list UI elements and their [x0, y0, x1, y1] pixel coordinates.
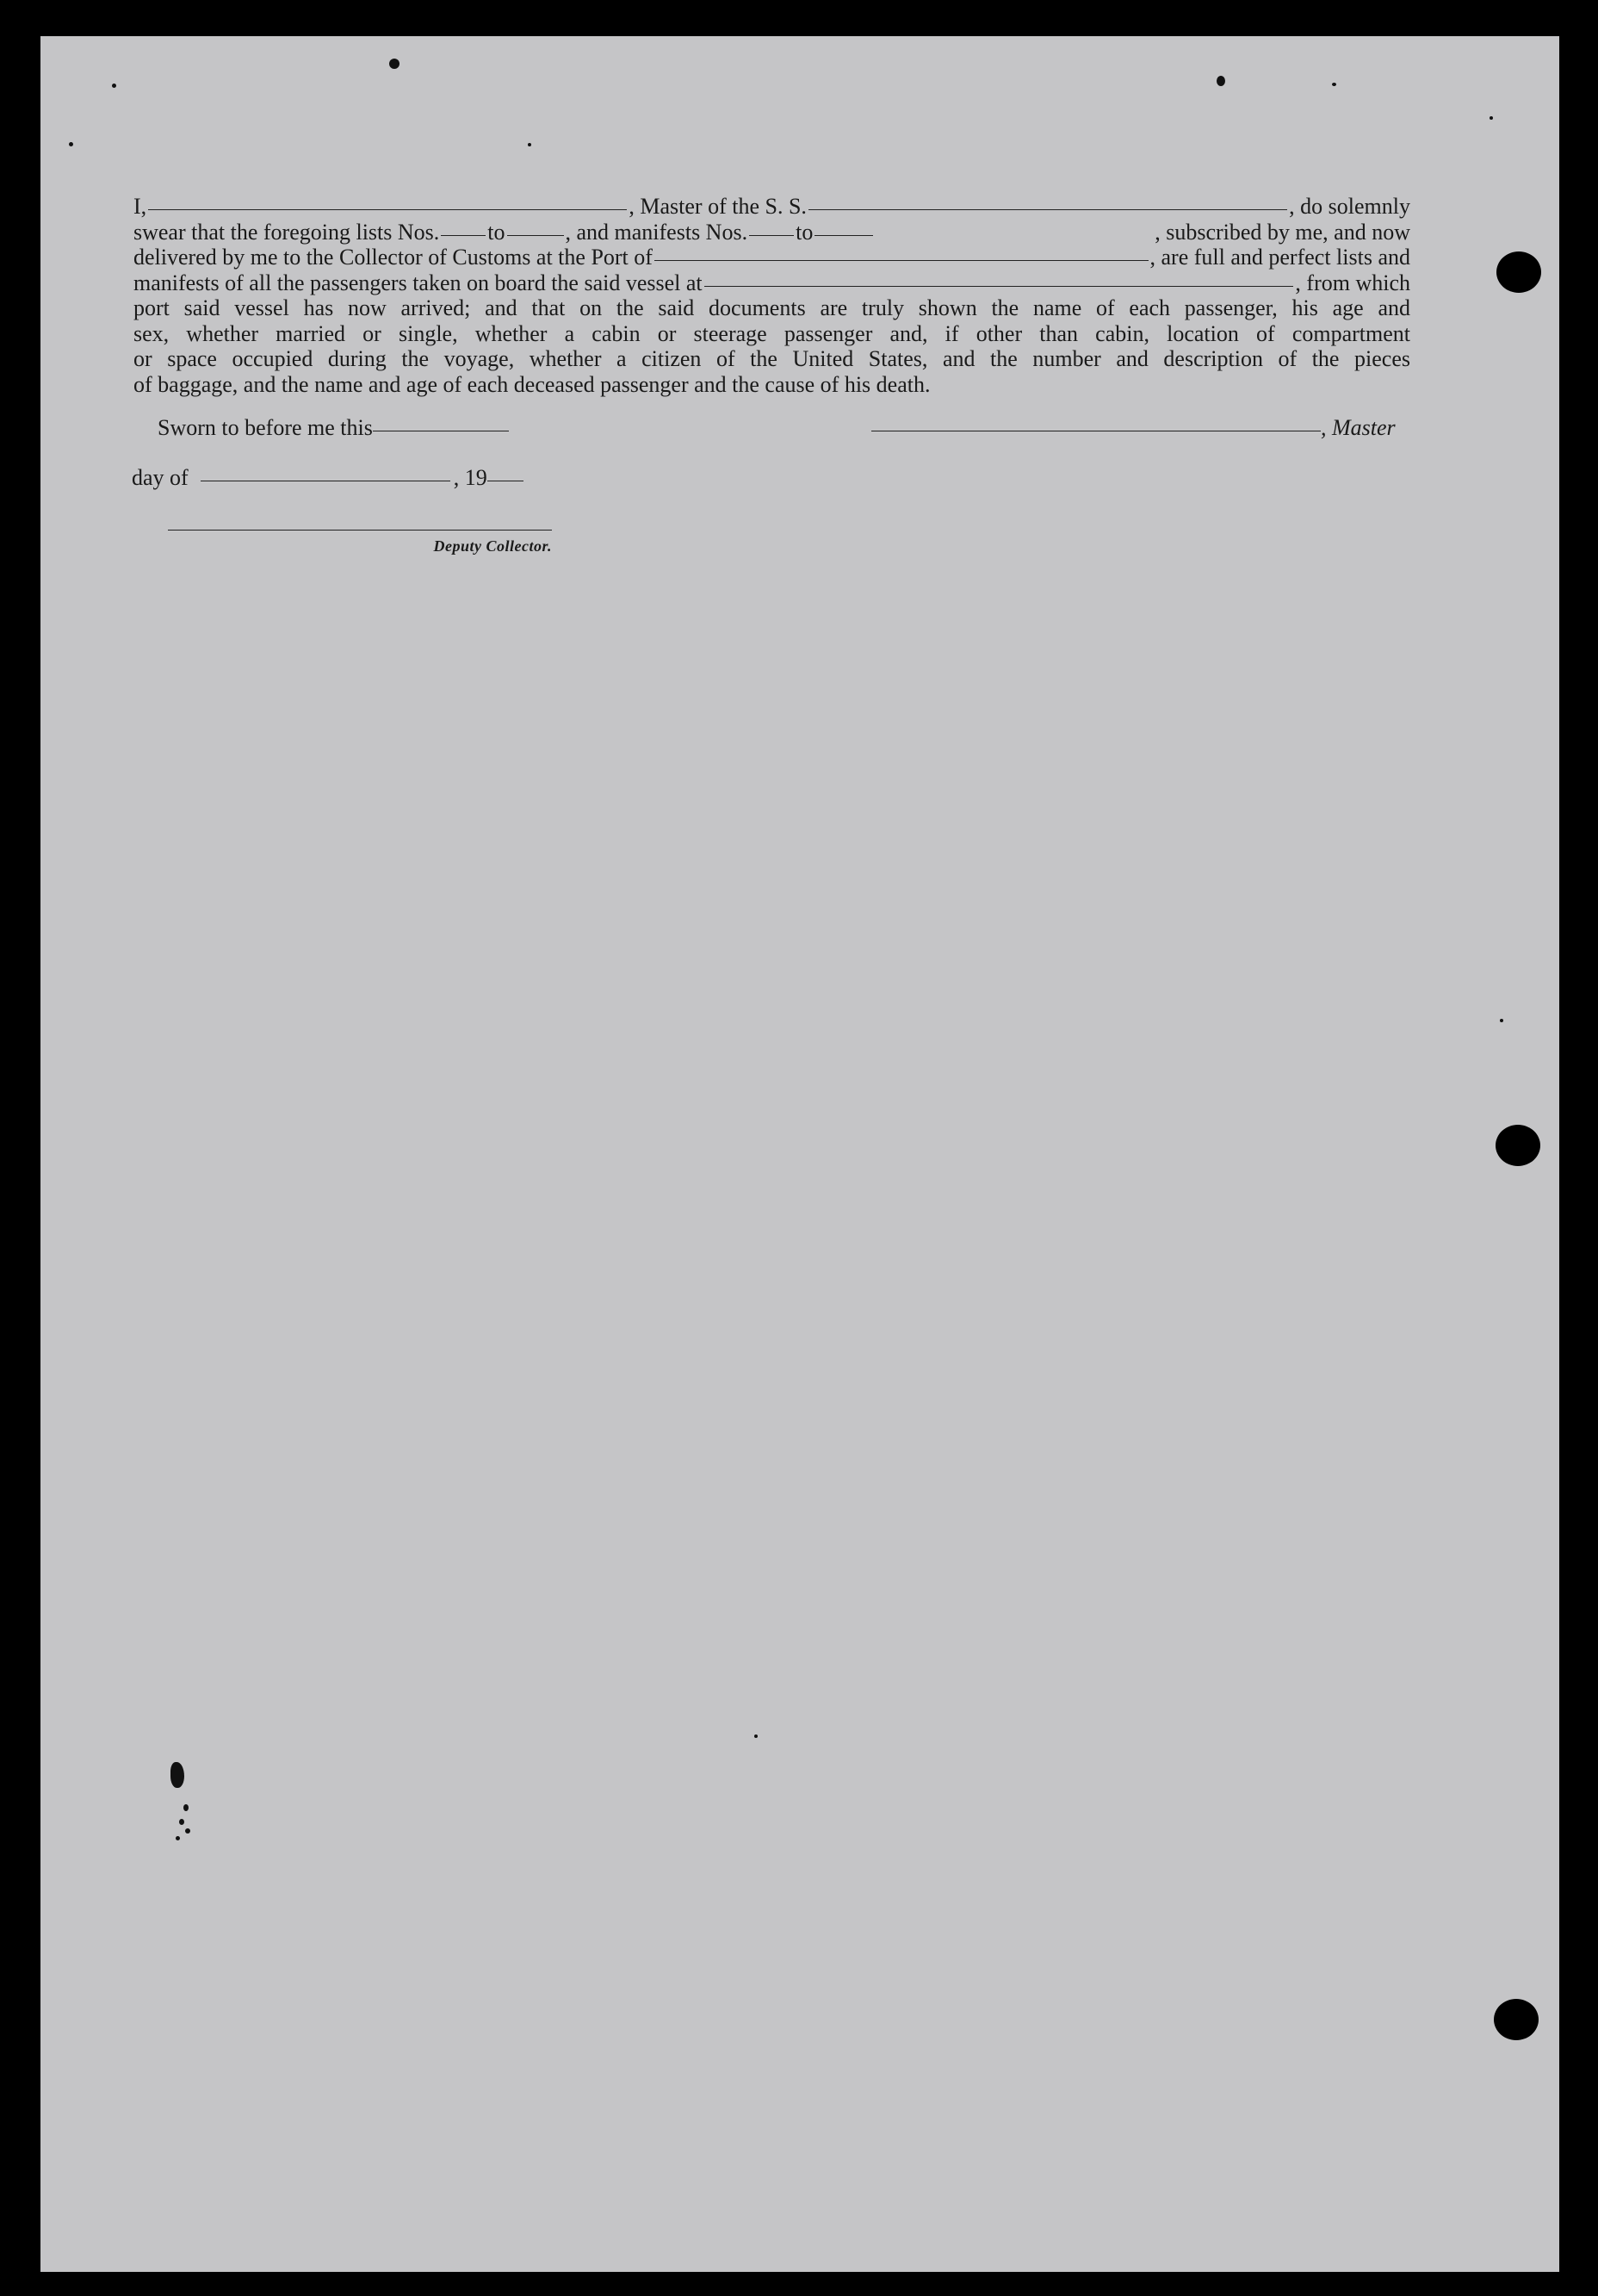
oath-paragraph [133, 194, 1410, 397]
oath-text: to [487, 219, 505, 245]
year-prefix: , 19 [453, 465, 487, 490]
port-blank[interactable] [654, 260, 1149, 261]
oath-text: to [796, 219, 814, 245]
vessel-name-blank[interactable] [808, 209, 1287, 210]
day-of-label: day of [132, 465, 189, 490]
oath-line-8: of baggage, and the name and age of each deceased passenger and the cause of his death. [133, 371, 931, 397]
sworn-line [158, 415, 509, 441]
oath-text: , Master of the S. S. [629, 194, 807, 219]
day-of-line [132, 465, 523, 491]
manifests-to-blank[interactable] [814, 235, 873, 236]
oath-text: , are full and perfect lists and [1149, 245, 1410, 270]
departure-port-blank[interactable] [704, 286, 1294, 287]
oath-text: swear that the foregoing lists Nos. [133, 219, 440, 245]
oath-text: , and manifests Nos. [565, 219, 748, 245]
ink-speck [185, 1828, 190, 1834]
ink-speck [69, 142, 73, 146]
ink-speck [1500, 1019, 1503, 1022]
master-signature-line [871, 415, 1396, 441]
master-name-blank[interactable] [148, 209, 627, 210]
ink-speck [183, 1804, 189, 1811]
oath-line-6: sex, whether married or single, whether a cabin or steerage passenger and, if other than cabin, location of compartment [133, 320, 1410, 346]
manifests-from-blank[interactable] [749, 235, 794, 236]
oath-text: , do solemnly [1289, 194, 1410, 219]
deputy-signature-blank[interactable] [168, 530, 552, 531]
ink-speck [112, 84, 116, 88]
ink-speck [528, 143, 531, 146]
oath-line-1 [133, 194, 1410, 220]
oath-line-4 [133, 270, 1410, 296]
ink-speck [754, 1734, 758, 1738]
ink-speck [1490, 116, 1493, 120]
oath-line-5: port said vessel has now arrived; and that on the said documents are truly shown the name of each passenger, his age and [133, 295, 1410, 320]
oath-text: I, [133, 194, 147, 219]
lists-to-blank[interactable] [507, 235, 564, 236]
ink-speck [179, 1819, 184, 1825]
oath-text: manifests of all the passengers taken on board the said vessel at [133, 270, 703, 295]
oath-text: delivered by me to the Collector of Customs at the Port of [133, 245, 653, 270]
ink-speck [1217, 76, 1225, 86]
ink-speck [176, 1836, 180, 1840]
oath-text: , subscribed by me, and now [1155, 219, 1410, 245]
oath-line-2 [133, 220, 1410, 245]
ink-speck [1332, 83, 1336, 86]
oath-line-7: or space occupied during the voyage, whether a citizen of the United States, and the number and description of the pieces [133, 346, 1410, 371]
lists-from-blank[interactable] [441, 235, 486, 236]
oath-text: , from which [1295, 270, 1410, 295]
punch-hole-bottom [1494, 1999, 1539, 2040]
oath-line-3 [133, 245, 1410, 270]
punch-hole-top [1496, 251, 1541, 293]
punch-hole-middle [1496, 1125, 1540, 1166]
deputy-collector-label: Deputy Collector. [433, 537, 552, 555]
ink-speck [389, 59, 400, 69]
ink-speck [170, 1762, 184, 1788]
sworn-label: Sworn to before me this [158, 415, 373, 440]
master-label: , Master [1321, 415, 1396, 440]
